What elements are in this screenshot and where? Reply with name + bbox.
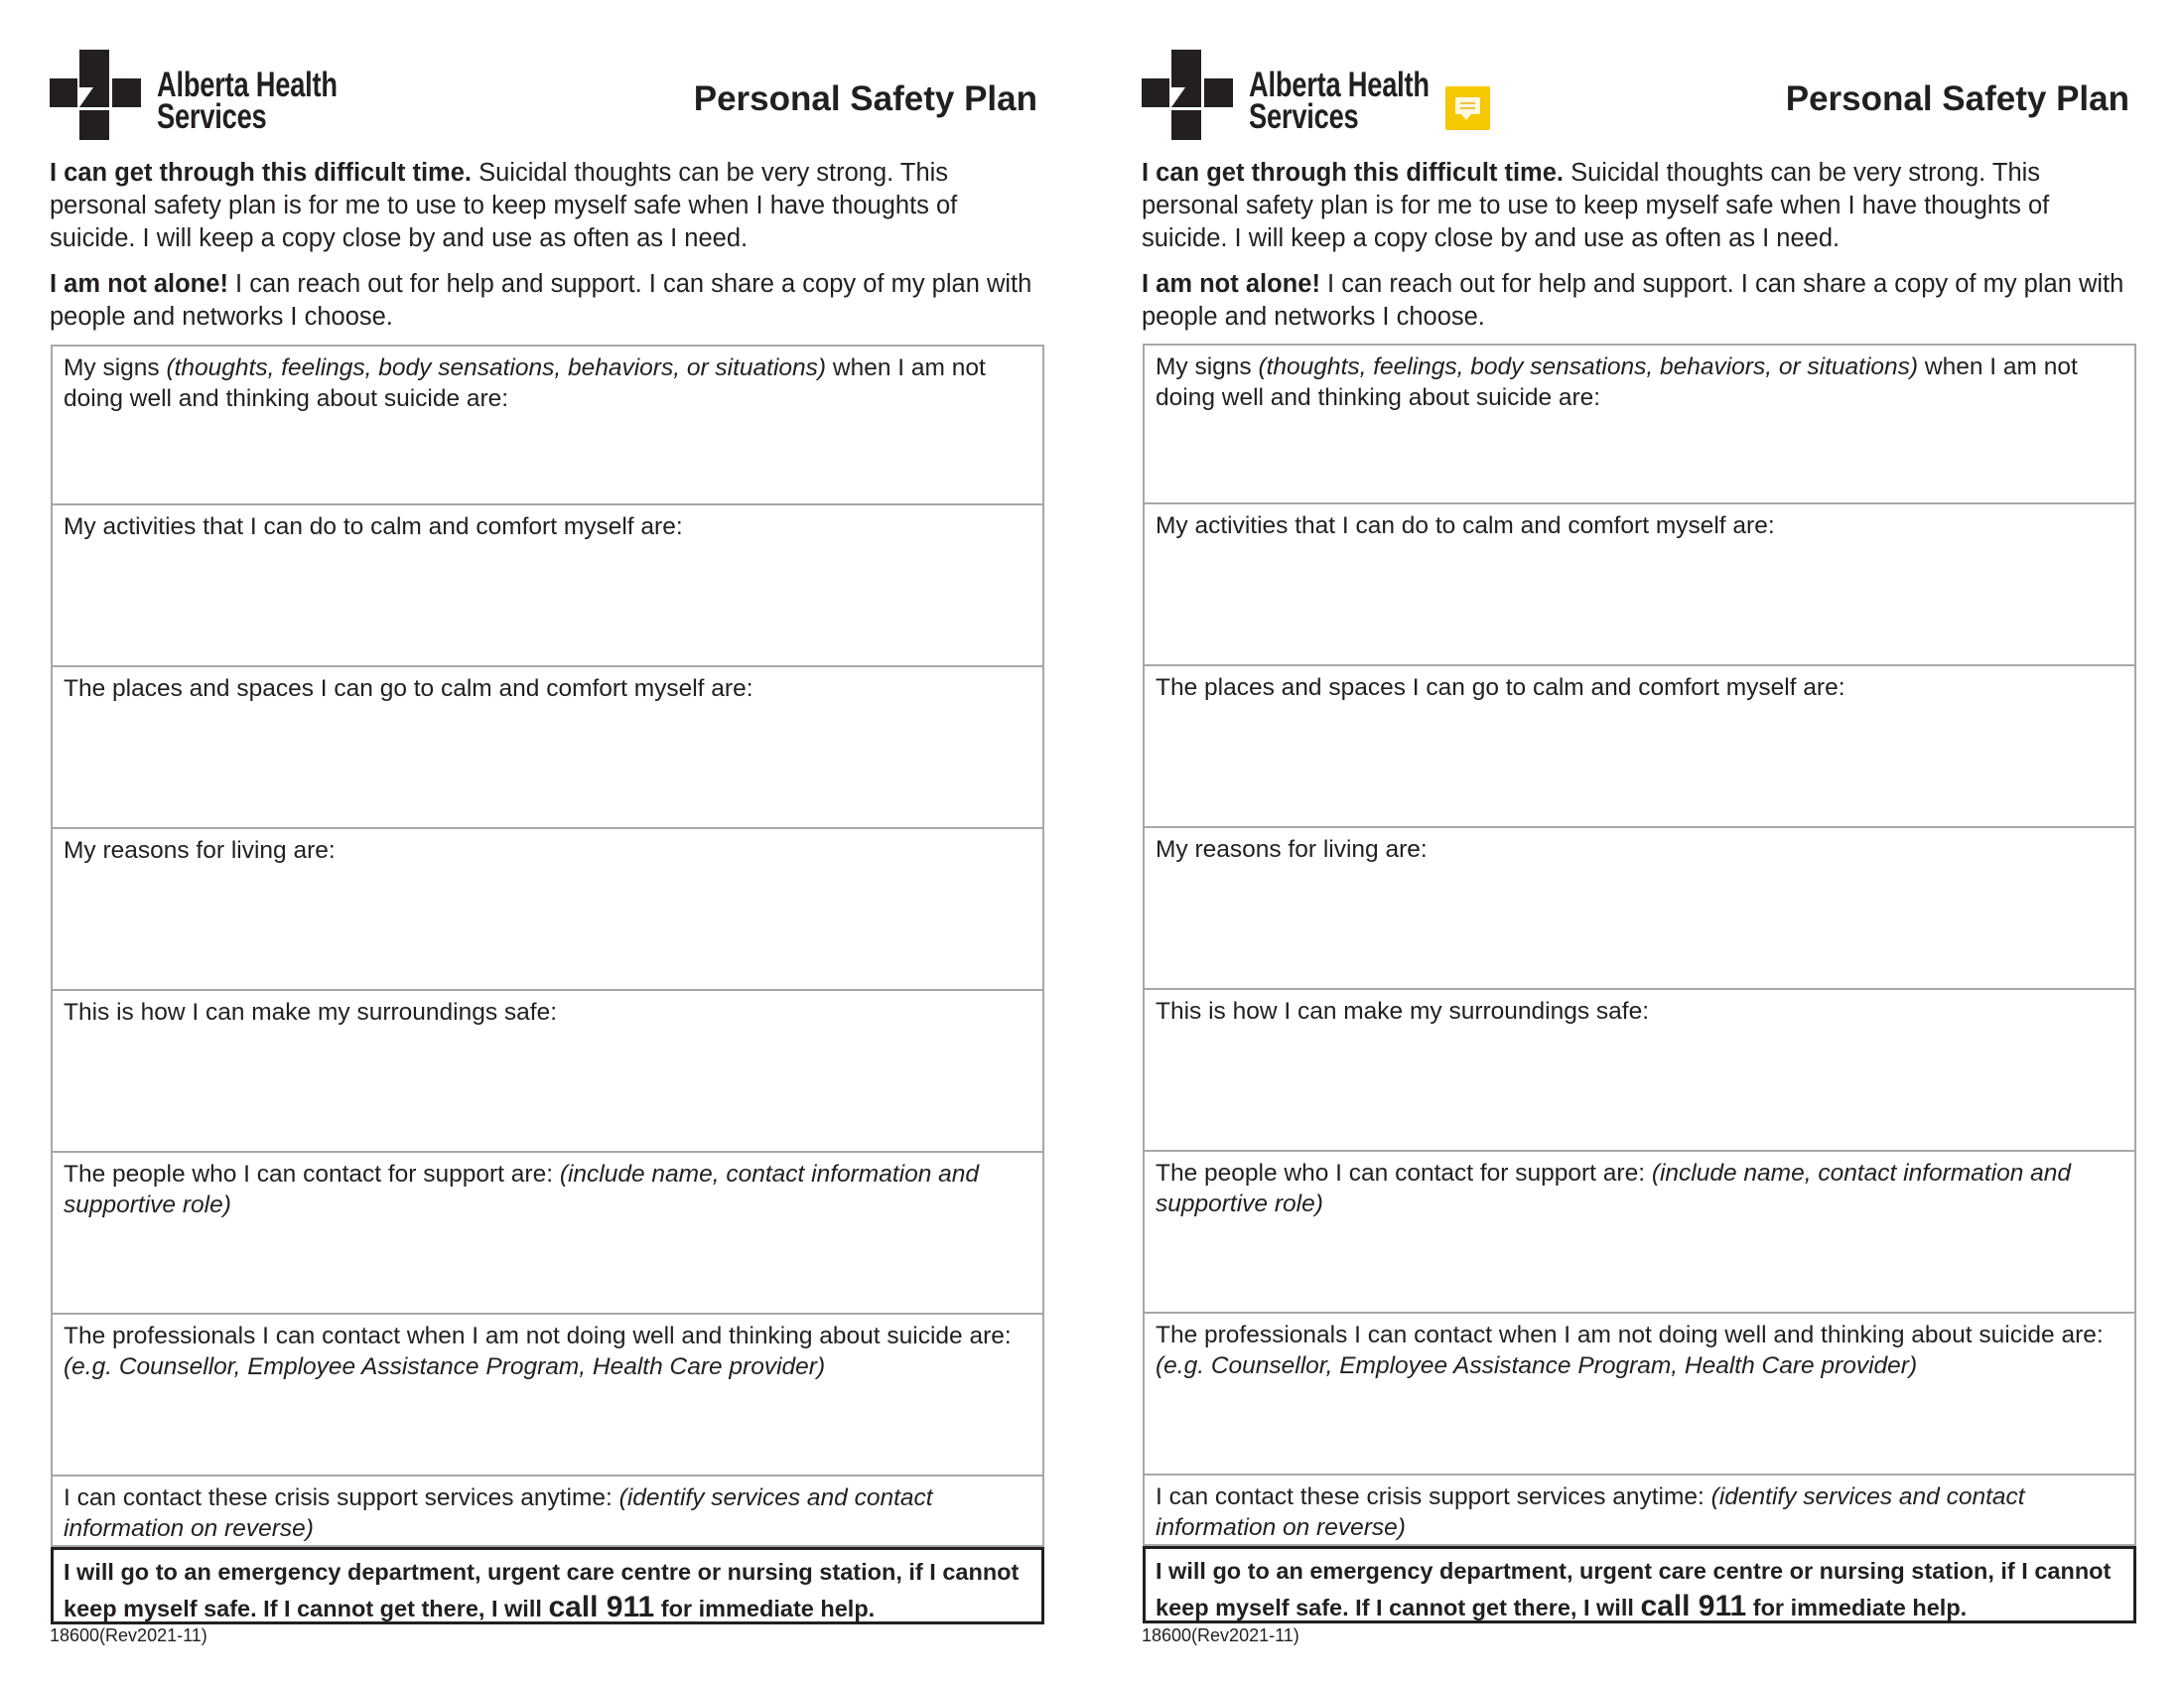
field-label: My signs xyxy=(1156,353,1259,380)
logo-block-bottom xyxy=(1171,110,1201,140)
logo-block-left xyxy=(50,78,77,107)
logo-wordmark xyxy=(157,66,338,136)
intro-body-1: Suicidal thoughts can be very strong. This personal safety plan is for me to use to keep myself safe when I have thoughts of suicide. I will keep a copy close by and use as often as I need. xyxy=(1142,159,2050,252)
field-safe-surroundings[interactable] xyxy=(1143,990,2136,1152)
field-warning-signs[interactable] xyxy=(51,345,1044,505)
field-hint: (e.g. Counsellor, Employee Assistance Program, Health Care provider) xyxy=(1156,1352,1918,1379)
intro-paragraph-2 xyxy=(1142,268,2134,334)
intro-bold-2: I am not alone! xyxy=(1142,270,1320,298)
field-hint: (identify services and contact information on reverse) xyxy=(64,1484,933,1542)
safety-plan-page-right xyxy=(1142,0,2139,1688)
field-label: My reasons for living are: xyxy=(1156,836,1428,863)
field-calming-activities[interactable] xyxy=(51,505,1044,667)
logo-block-right xyxy=(1204,78,1233,107)
safety-plan-page-left xyxy=(50,0,1047,1688)
comment-line xyxy=(1460,102,1475,104)
ahs-logo xyxy=(1142,50,1459,141)
call-911-emphasis: call 911 xyxy=(548,1591,655,1623)
page-title: Personal Safety Plan xyxy=(693,79,1037,118)
safety-plan-form xyxy=(51,345,1044,1624)
field-label: This is how I can make my surroundings safe: xyxy=(1156,998,1650,1025)
field-calming-activities[interactable] xyxy=(1143,504,2136,666)
comment-annotation-icon[interactable] xyxy=(1445,86,1490,130)
form-revision-code: 18600(Rev2021-11) xyxy=(50,1625,207,1645)
comment-line xyxy=(1460,107,1475,109)
form-revision-code: 18600(Rev2021-11) xyxy=(1142,1625,1299,1645)
intro-body-1: Suicidal thoughts can be very strong. This personal safety plan is for me to use to keep myself safe when I have thoughts of suicide. I will keep a copy close by and use as often as I need. xyxy=(50,159,958,252)
field-support-people[interactable] xyxy=(51,1153,1044,1315)
field-label: I can contact these crisis support services anytime: xyxy=(64,1484,619,1511)
emergency-text-end: for immediate help. xyxy=(654,1596,876,1621)
field-label: My signs xyxy=(64,354,167,381)
intro-body-2: I can reach out for help and support. I can share a copy of my plan with people and networks I choose. xyxy=(50,270,1032,331)
emergency-text-end: for immediate help. xyxy=(1746,1595,1968,1620)
intro-paragraph-1 xyxy=(1142,157,2134,255)
field-reasons-for-living[interactable] xyxy=(1143,828,2136,990)
emergency-text: I will go to an emergency department, urgent care centre or nursing station, if I cannot keep myself safe. If I cannot get there, I will xyxy=(64,1559,1020,1621)
emergency-statement xyxy=(1143,1546,2136,1623)
ahs-logo xyxy=(50,50,367,141)
emergency-text: I will go to an emergency department, urgent care centre or nursing station, if I cannot keep myself safe. If I cannot get there, I will xyxy=(1156,1558,2112,1620)
field-label: My reasons for living are: xyxy=(64,837,336,864)
field-reasons-for-living[interactable] xyxy=(51,829,1044,991)
field-crisis-services[interactable] xyxy=(1143,1476,2136,1546)
field-label: My activities that I can do to calm and comfort myself are: xyxy=(1156,512,1775,539)
logo-notch xyxy=(1171,87,1185,107)
field-label: The people who I can contact for support are: xyxy=(64,1161,560,1188)
field-label: This is how I can make my surroundings safe: xyxy=(64,999,558,1026)
logo-block-left xyxy=(1142,78,1169,107)
logo-block-bottom xyxy=(79,110,109,140)
field-support-people[interactable] xyxy=(1143,1152,2136,1314)
field-label: I can contact these crisis support services anytime: xyxy=(1156,1483,1711,1510)
field-calming-places[interactable] xyxy=(51,667,1044,829)
field-hint: (thoughts, feelings, body sensations, behaviors, or situations) xyxy=(1258,353,1919,380)
field-safe-surroundings[interactable] xyxy=(51,991,1044,1153)
field-label: My activities that I can do to calm and comfort myself are: xyxy=(64,513,683,540)
field-label: The places and spaces I can go to calm and comfort myself are: xyxy=(64,675,753,702)
field-hint: (include name, contact information and supportive role) xyxy=(1156,1160,2072,1217)
field-hint: (thoughts, feelings, body sensations, behaviors, or situations) xyxy=(166,354,827,381)
intro-bold-2: I am not alone! xyxy=(50,270,228,298)
logo-line2: Services xyxy=(1249,97,1359,136)
intro-paragraph-2 xyxy=(50,268,1042,334)
logo-wordmark xyxy=(1249,66,1430,136)
logo-block-right xyxy=(112,78,141,107)
field-professionals[interactable] xyxy=(1143,1314,2136,1476)
field-label-cont: when I am not doing well and thinking about suicide are: xyxy=(1156,353,2078,411)
logo-line1: Alberta Health xyxy=(157,66,338,104)
field-professionals[interactable] xyxy=(51,1315,1044,1477)
field-warning-signs[interactable] xyxy=(1143,344,2136,504)
intro-text xyxy=(1142,157,2134,347)
field-crisis-services[interactable] xyxy=(51,1477,1044,1547)
intro-text xyxy=(50,157,1042,347)
page-title: Personal Safety Plan xyxy=(1785,79,2129,118)
comment-bubble-icon xyxy=(1455,97,1480,114)
call-911-emphasis: call 911 xyxy=(1640,1590,1747,1622)
field-hint: (e.g. Counsellor, Employee Assistance Program, Health Care provider) xyxy=(64,1353,826,1380)
field-label: The people who I can contact for support are: xyxy=(1156,1160,1652,1187)
emergency-statement xyxy=(51,1547,1044,1624)
field-label: The professionals I can contact when I am not doing well and thinking about suicide are: xyxy=(1156,1322,2104,1348)
field-label-cont: when I am not doing well and thinking about suicide are: xyxy=(64,354,986,412)
intro-body-2: I can reach out for help and support. I can share a copy of my plan with people and networks I choose. xyxy=(1142,270,2124,331)
logo-notch xyxy=(79,87,93,107)
field-label: The places and spaces I can go to calm and comfort myself are: xyxy=(1156,674,1845,701)
intro-bold-1: I can get through this difficult time. xyxy=(50,159,472,187)
intro-bold-1: I can get through this difficult time. xyxy=(1142,159,1564,187)
field-calming-places[interactable] xyxy=(1143,666,2136,828)
field-label: The professionals I can contact when I am not doing well and thinking about suicide are: xyxy=(64,1323,1012,1349)
logo-line1: Alberta Health xyxy=(1249,66,1430,104)
field-hint: (include name, contact information and supportive role) xyxy=(64,1161,980,1218)
intro-paragraph-1 xyxy=(50,157,1042,255)
field-hint: (identify services and contact information on reverse) xyxy=(1156,1483,2025,1541)
logo-line2: Services xyxy=(157,97,267,136)
safety-plan-form xyxy=(1143,344,2136,1623)
